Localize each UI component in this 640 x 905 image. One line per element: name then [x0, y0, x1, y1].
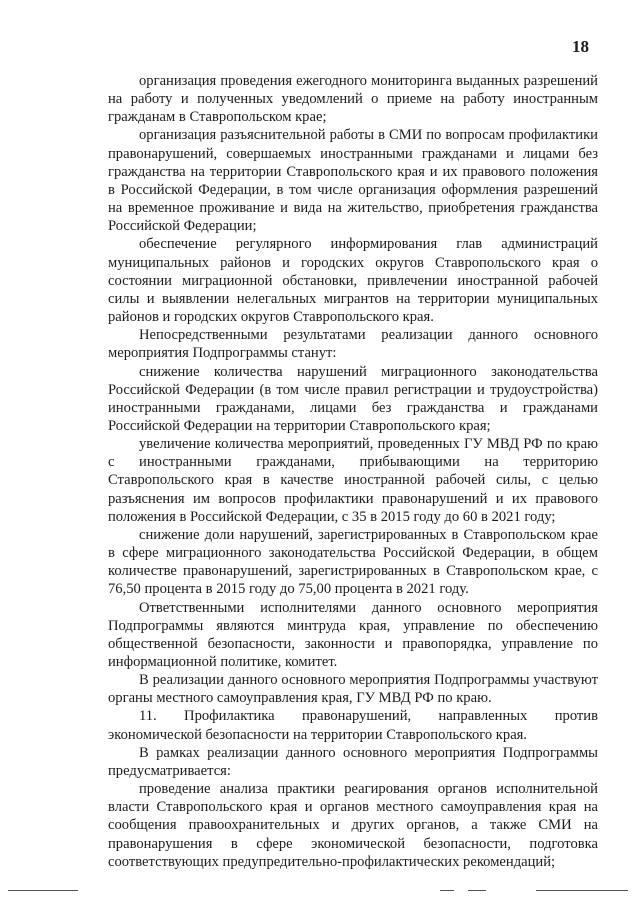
scan-mark: [8, 890, 78, 891]
paragraph: увеличение количества мероприятий, проведенных ГУ МВД РФ по краю с иностранными гражданами, прибывающими на территорию Ставропольского края в качестве иностранной рабочей силы, с целью разъяснения им вопросов профилактики правонарушений и их правового положения в Российской Федерации, с 35 в 2015 году до 60 в 2021 году;: [108, 436, 598, 525]
paragraph: 11. Профилактика правонарушений, направленных против экономической безопасности на территории Ставропольского края.: [108, 708, 598, 743]
paragraph: снижение доли нарушений, зарегистрированных в Ставропольском крае в сфере миграционного законодательства Российской Федерации, в общем количестве правонарушений, зарегистрированных в Ставропольском крае, с 76,50 процента в 2015 году до 75,00 процента в 2021 году.: [108, 526, 598, 598]
document-body: [108, 72, 598, 871]
page-number: 18: [572, 37, 589, 56]
paragraph: Непосредственными результатами реализации данного основного мероприятия Подпрограммы станут:: [108, 327, 598, 362]
paragraph: снижение количества нарушений миграционного законодательства Российской Федерации (в том числе правил регистрации и трудоустройства) иностранными гражданами, лицами без гражданства и гражданами Российской Федерации на территории Ставропольского края;: [108, 363, 598, 434]
paragraph: В рамках реализации данного основного мероприятия Подпрограммы предусматривается:: [108, 744, 598, 779]
paragraph: организация разъяснительной работы в СМИ по вопросам профилактики правонарушений, совершаемых иностранными гражданами и лицами без гражданства на территории Ставропольского края и их правового положения в Российской Федерации, в том числе организация оформления разрешений на временное проживание и вида на жительство, приобретения гражданства Российской Федерации;: [108, 127, 598, 235]
paragraph: обеспечение регулярного информирования глав администраций муниципальных районов и городских округов Ставропольского края о состоянии миграционной обстановки, привлечении иностранной рабочей силы и выявлении нелегальных мигрантов на территории муниципальных районов и городских округов Ставропольского края.: [108, 236, 598, 326]
paragraph: организация проведения ежегодного мониторинга выданных разрешений на работу и полученных уведомлений о приеме на работу иностранным гражданам в Ставропольском крае;: [108, 73, 598, 126]
paragraph: В реализации данного основного мероприятия Подпрограммы участвуют органы местного самоуправления края, ГУ МВД РФ по краю.: [108, 672, 598, 707]
scan-mark: [468, 890, 486, 891]
paragraph: Ответственными исполнителями данного основного мероприятия Подпрограммы являются минтруда края, управление по обеспечению общественной безопасности, законности и правопорядка, управление по информационной политике, комитет.: [108, 599, 598, 670]
scan-mark: [536, 890, 628, 891]
paragraph: проведение анализа практики реагирования органов исполнительной власти Ставропольского края и органов местного самоуправления края на сообщения правоохранительных и других органов, а также СМИ на правонарушения в сфере экономической безопасности, подготовка соответствующих предупредительно-профилактических рекомендаций;: [108, 781, 598, 870]
scan-mark: [440, 890, 454, 891]
scan-edge-marks: [0, 890, 640, 894]
